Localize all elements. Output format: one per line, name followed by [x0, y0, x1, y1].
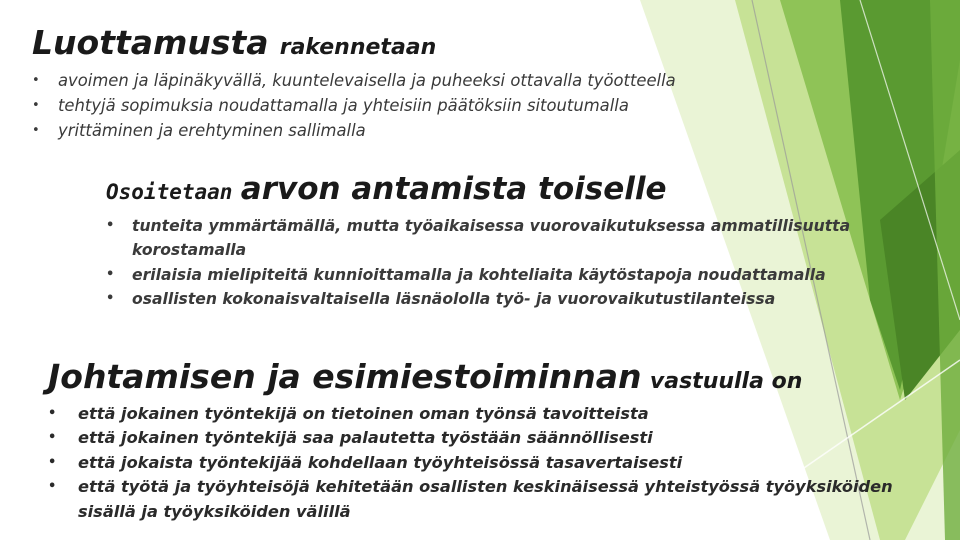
bullet-icon: • [32, 72, 40, 88]
bullet-icon: • [106, 217, 115, 233]
list-item-text: että työtä ja työyhteisöjä kehitetään osallisten keskinäisessä yhteistyössä työyksiköiden sisällä ja työyksiköiden välillä [78, 477, 893, 521]
list-item [32, 118, 932, 143]
section-respect-title-sub: Osoitetaan [106, 180, 233, 204]
section-respect-list [106, 214, 926, 312]
list-item-text: että jokaista työntekijää kohdellaan työyhteisössä tasavertaisesti [78, 452, 683, 472]
section-trust-title [32, 24, 932, 62]
section-respect [106, 172, 926, 312]
section-trust-list [32, 68, 932, 143]
section-leadership-title-sub: vastuulla on [649, 369, 803, 394]
bullet-icon: • [106, 291, 115, 307]
list-item [48, 475, 948, 524]
list-item-text: erilaisia mielipiteitä kunnioittamalla ja kohteliaita käytöstapoja noudattamalla [132, 265, 826, 284]
list-item-text: tunteita ymmärtämällä, mutta työaikaisessa vuorovaikutuksessa ammatillisuutta korostamalla [132, 216, 851, 260]
section-trust [32, 24, 932, 143]
list-item-text: että jokainen työntekijä on tietoinen oman työnsä tavoitteista [78, 403, 649, 423]
list-item [48, 451, 948, 476]
list-item [106, 214, 926, 263]
list-item-text: tehtyjä sopimuksia noudattamalla ja yhteisiin päätöksiin sitoutumalla [58, 95, 629, 115]
list-item [106, 287, 926, 312]
bullet-icon: • [48, 405, 57, 421]
section-leadership [48, 358, 948, 524]
list-item [32, 93, 932, 118]
list-item [32, 68, 932, 93]
list-item [48, 402, 948, 427]
section-leadership-title [48, 358, 948, 396]
bullet-icon: • [32, 97, 40, 113]
section-leadership-list [48, 402, 948, 525]
list-item-text: yrittäminen ja erehtyminen sallimalla [58, 120, 366, 140]
list-item [106, 263, 926, 288]
bullet-icon: • [48, 479, 57, 495]
list-item-text: osallisten kokonaisvaltaisella läsnäololla työ- ja vuorovaikutustilanteissa [132, 290, 776, 309]
section-respect-title-main: arvon antamista toiselle [240, 171, 667, 207]
section-leadership-title-main: Johtamisen ja esimiestoiminnan [48, 357, 642, 396]
section-trust-title-main: Luottamusta [32, 23, 269, 62]
section-respect-title [106, 172, 926, 208]
section-trust-title-sub: rakennetaan [279, 35, 437, 60]
bullet-icon: • [106, 266, 115, 282]
list-item-text: että jokainen työntekijä saa palautetta työstään säännöllisesti [78, 428, 653, 448]
list-item-text: avoimen ja läpinäkyvällä, kuuntelevaisella ja puheeksi ottavalla työotteella [58, 70, 676, 90]
bullet-icon: • [48, 454, 57, 470]
bullet-icon: • [48, 430, 57, 446]
bullet-icon: • [32, 122, 40, 138]
list-item [48, 426, 948, 451]
